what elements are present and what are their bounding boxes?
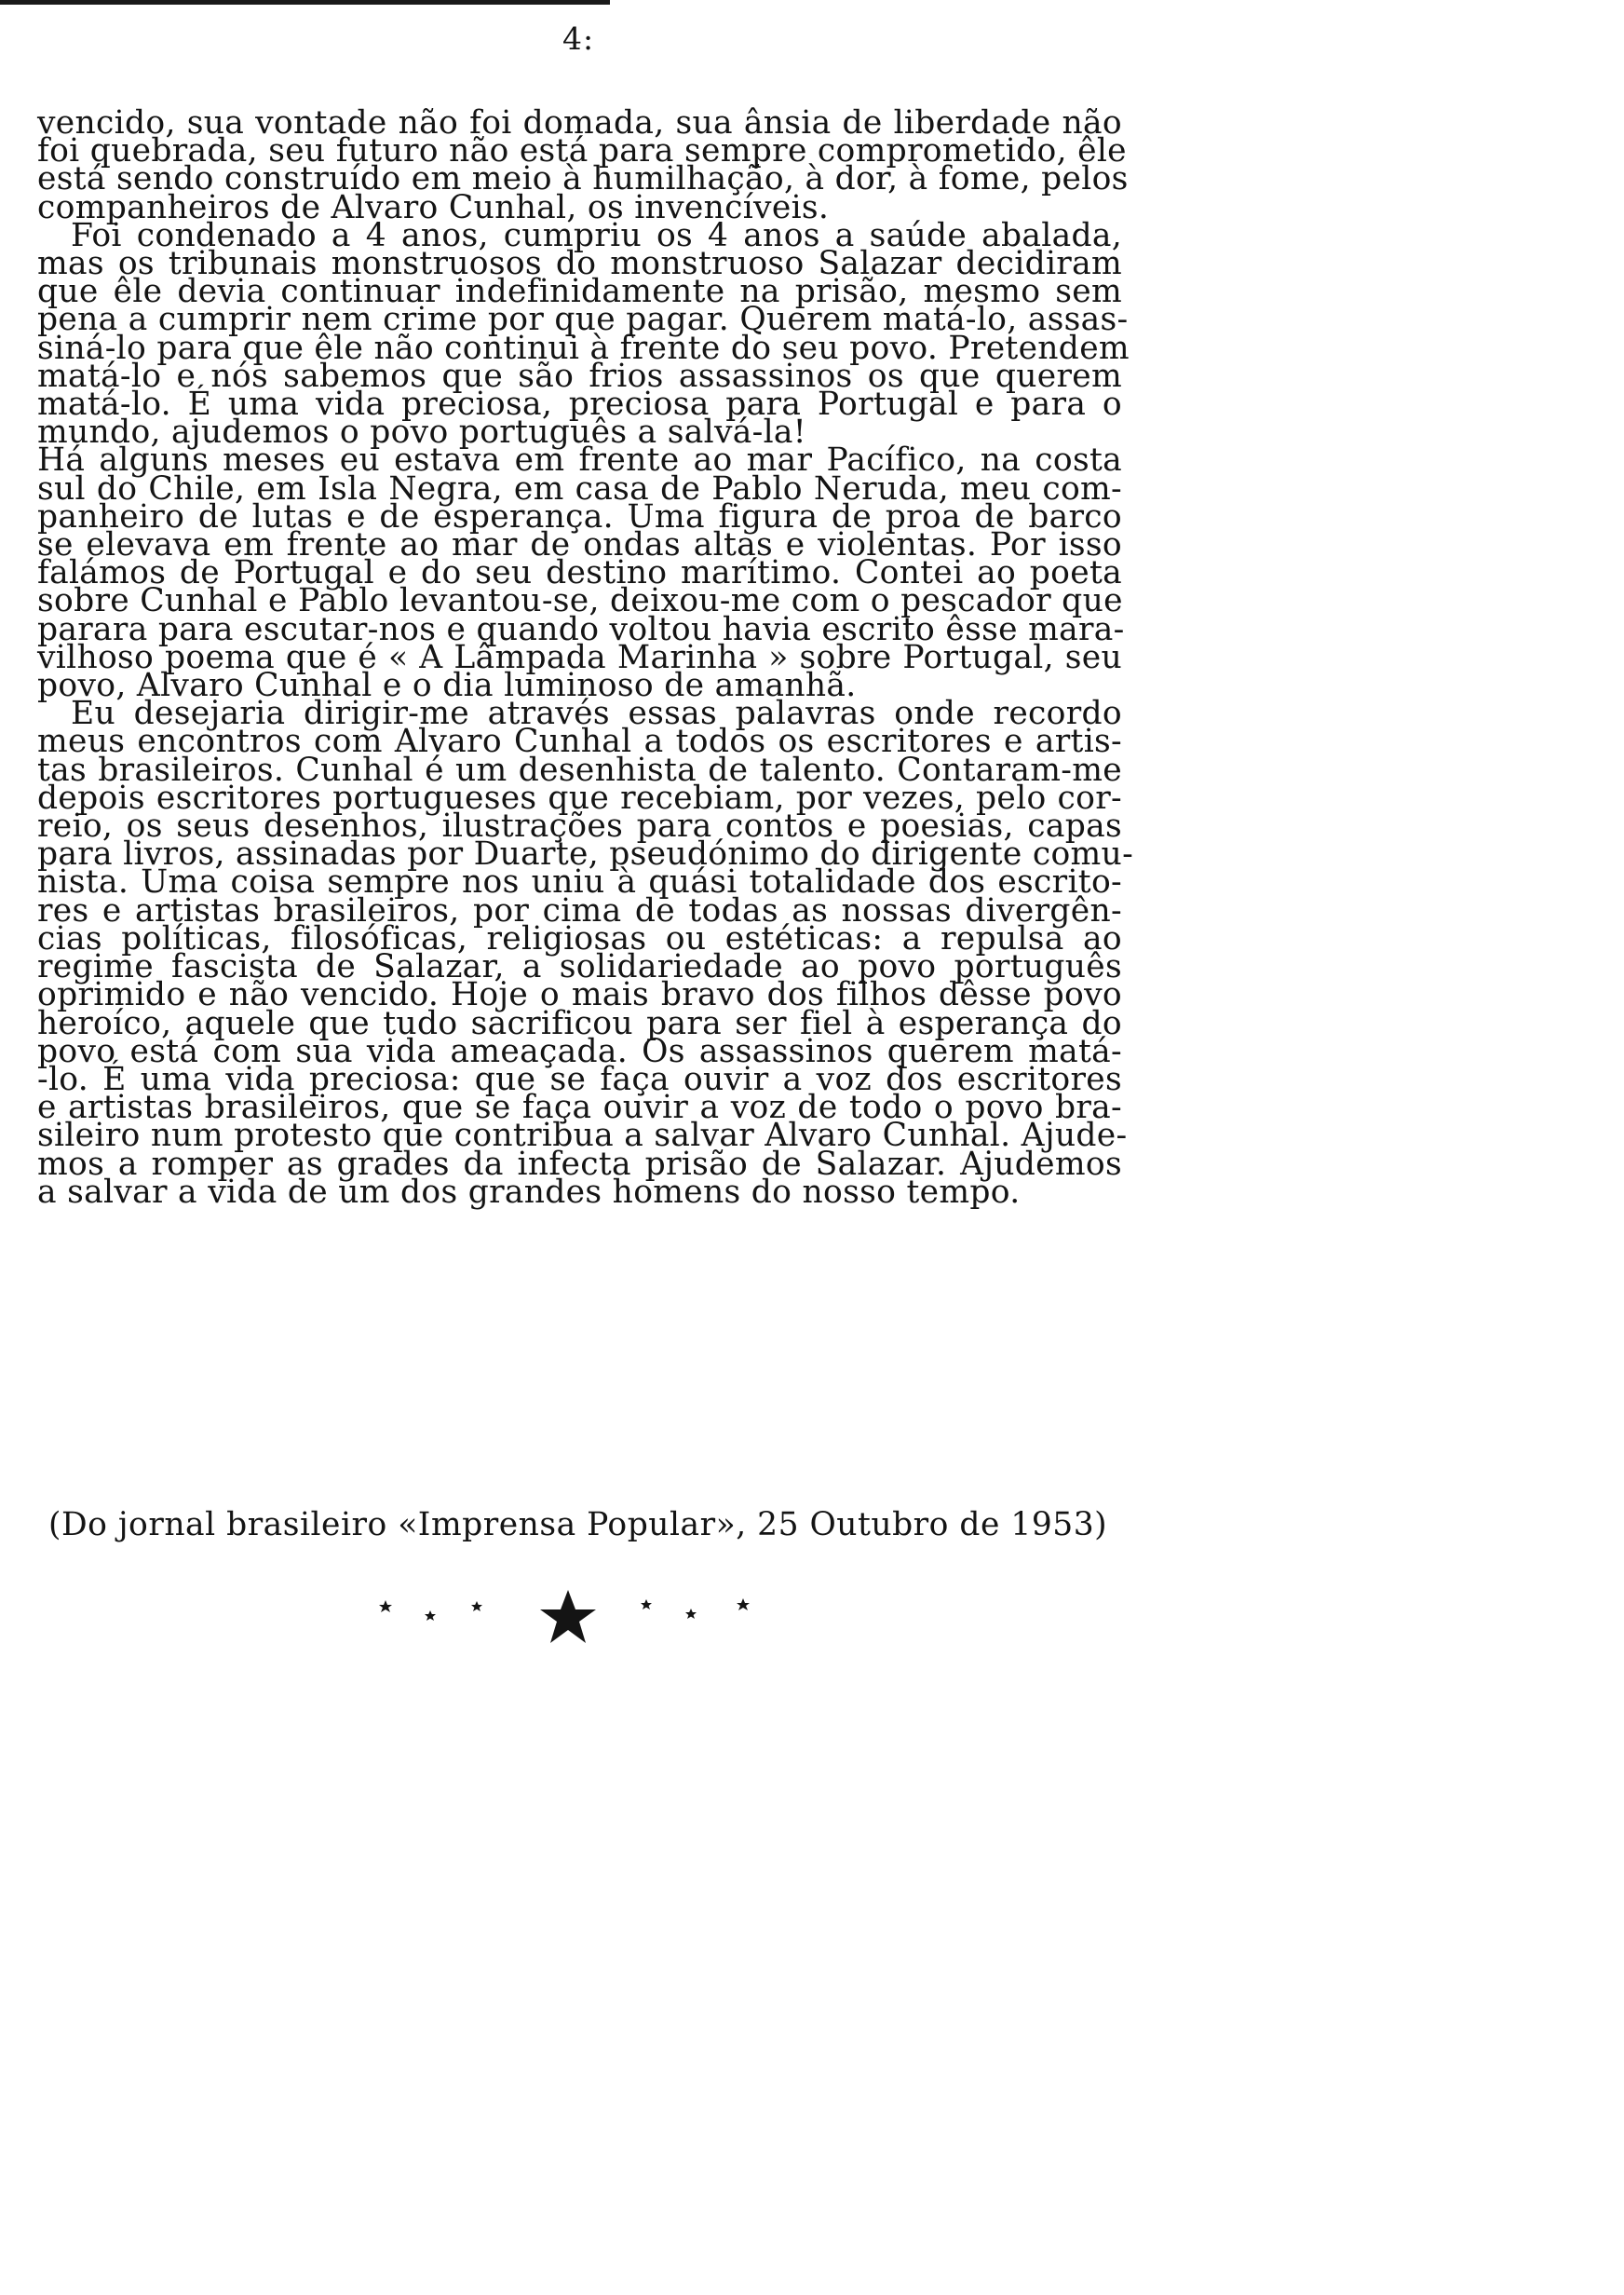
text-line: panheiro de lutas e de esperança. Uma figura de proa de barco	[37, 497, 1122, 536]
text-line: sobre Cunhal e Pablo levantou-se, deixou-me com o pescador que	[37, 582, 1123, 620]
body-text	[37, 104, 1134, 1211]
text-line: povo está com sua vida ameaçada. Os assassinos querem matá-	[37, 1032, 1122, 1070]
paragraph	[37, 695, 1134, 1211]
text-line: pena a cumprir nem crime por que pagar. Querem matá-lo, assas-	[37, 301, 1129, 339]
text-line: siná-lo para que êle não continui à frente do seu povo. Pretendem	[37, 329, 1130, 367]
text-line: nista. Uma coisa sempre nos uniu à quási totalidade dos escrito-	[37, 863, 1122, 902]
paragraph	[37, 441, 1125, 705]
text-line: vencido, sua vontade não foi domada, sua ânsia de liberdade não	[37, 104, 1122, 142]
text-line: meus encontros com Alvaro Cunhal a todos os escritores e artis-	[37, 723, 1122, 761]
source-credit: (Do jornal brasileiro «Imprensa Popular», 25 Outubro de 1953)	[48, 1506, 1108, 1543]
text-line: sileiro num protesto que contribua a salvar Alvaro Cunhal. Ajude-	[37, 1117, 1128, 1155]
text-line: mas os tribunais monstruosos do monstruoso Salazar decidiram	[37, 245, 1122, 283]
large-star-icon	[540, 1590, 596, 1643]
text-line: mos a romper as grades da infecta prisão de Salazar. Ajudemos	[37, 1145, 1122, 1183]
text-line: se elevava em frente ao mar de ondas altas e violentas. Por isso	[37, 526, 1122, 564]
text-line: parara para escutar-nos e quando voltou havia escrito êsse mara-	[37, 610, 1125, 648]
star-ornament-icon	[372, 1588, 764, 1653]
text-line: povo, Alvaro Cunhal e o dia luminoso de amanhã.	[37, 667, 857, 705]
small-star-icon	[737, 1598, 750, 1610]
text-line: reio, os seus desenhos, ilustrações para contos e poesias, capas	[37, 808, 1122, 846]
text-line: Foi condenado a 4 anos, cumpriu os 4 anos a saúde abalada,	[71, 216, 1122, 254]
paragraph	[37, 104, 1129, 226]
small-star-icon	[471, 1601, 482, 1611]
text-line: heroíco, aquele que tudo sacrificou para ser fiel à esperança do	[37, 1004, 1122, 1042]
text-line: cias políticas, filosóficas, religiosas ou estéticas: a repulsa ao	[37, 919, 1122, 957]
text-line: regime fascista de Salazar, a solidariedade ao povo português	[37, 948, 1122, 986]
text-line: mundo, ajudemos o povo português a salvá-la!	[37, 414, 806, 452]
paragraph	[37, 216, 1130, 452]
text-line: e artistas brasileiros, que se faça ouvir a voz de todo o povo bra-	[37, 1089, 1122, 1127]
text-line: Eu desejaria dirigir-me através essas palavras onde recordo	[71, 695, 1122, 733]
small-star-icon	[425, 1610, 436, 1621]
top-rule	[0, 0, 610, 5]
text-line: -lo. É uma vida preciosa: que se faça ouvir a voz dos escritores	[37, 1060, 1122, 1098]
text-line: oprimido e não vencido. Hoje o mais bravo dos filhos dêsse povo	[37, 976, 1122, 1014]
text-line: a salvar a vida de um dos grandes homens do nosso tempo.	[37, 1173, 1021, 1211]
page-number: 4:	[562, 20, 595, 57]
text-line: está sendo construído em meio à humilhação, à dor, à fome, pelos	[37, 160, 1129, 198]
small-star-icon	[379, 1600, 392, 1612]
text-line: companheiros de Alvaro Cunhal, os invencíveis.	[37, 188, 830, 226]
text-line: depois escritores portugueses que recebiam, por vezes, pelo cor-	[37, 779, 1122, 817]
text-line: matá-lo e nós sabemos que são frios assassinos os que querem	[37, 357, 1122, 395]
text-line: sul do Chile, em Isla Negra, em casa de Pablo Neruda, meu com-	[37, 469, 1122, 508]
small-star-icon	[641, 1599, 652, 1609]
small-star-icon	[685, 1609, 697, 1619]
text-line: para livros, assinadas por Duarte, pseudónimo do dirigente comu-	[37, 835, 1134, 874]
text-line: tas brasileiros. Cunhal é um desenhista de talento. Contaram-me	[37, 751, 1122, 789]
text-line: falámos de Portugal e do seu destino marítimo. Contei ao poeta	[37, 554, 1122, 592]
text-line: Há alguns meses eu estava em frente ao mar Pacífico, na costa	[37, 441, 1122, 480]
text-line: que êle devia continuar indefinidamente na prisão, mesmo sem	[37, 273, 1122, 311]
text-line: res e artistas brasileiros, por cima de todas as nossas divergên-	[37, 891, 1122, 930]
text-line: vilhoso poema que é « A Lâmpada Marinha » sobre Portugal, seu	[37, 638, 1122, 676]
text-line: matá-lo. É uma vida preciosa, preciosa para Portugal e para o	[37, 386, 1122, 424]
text-line: foi quebrada, seu futuro não está para sempre comprometido, êle	[37, 132, 1127, 170]
